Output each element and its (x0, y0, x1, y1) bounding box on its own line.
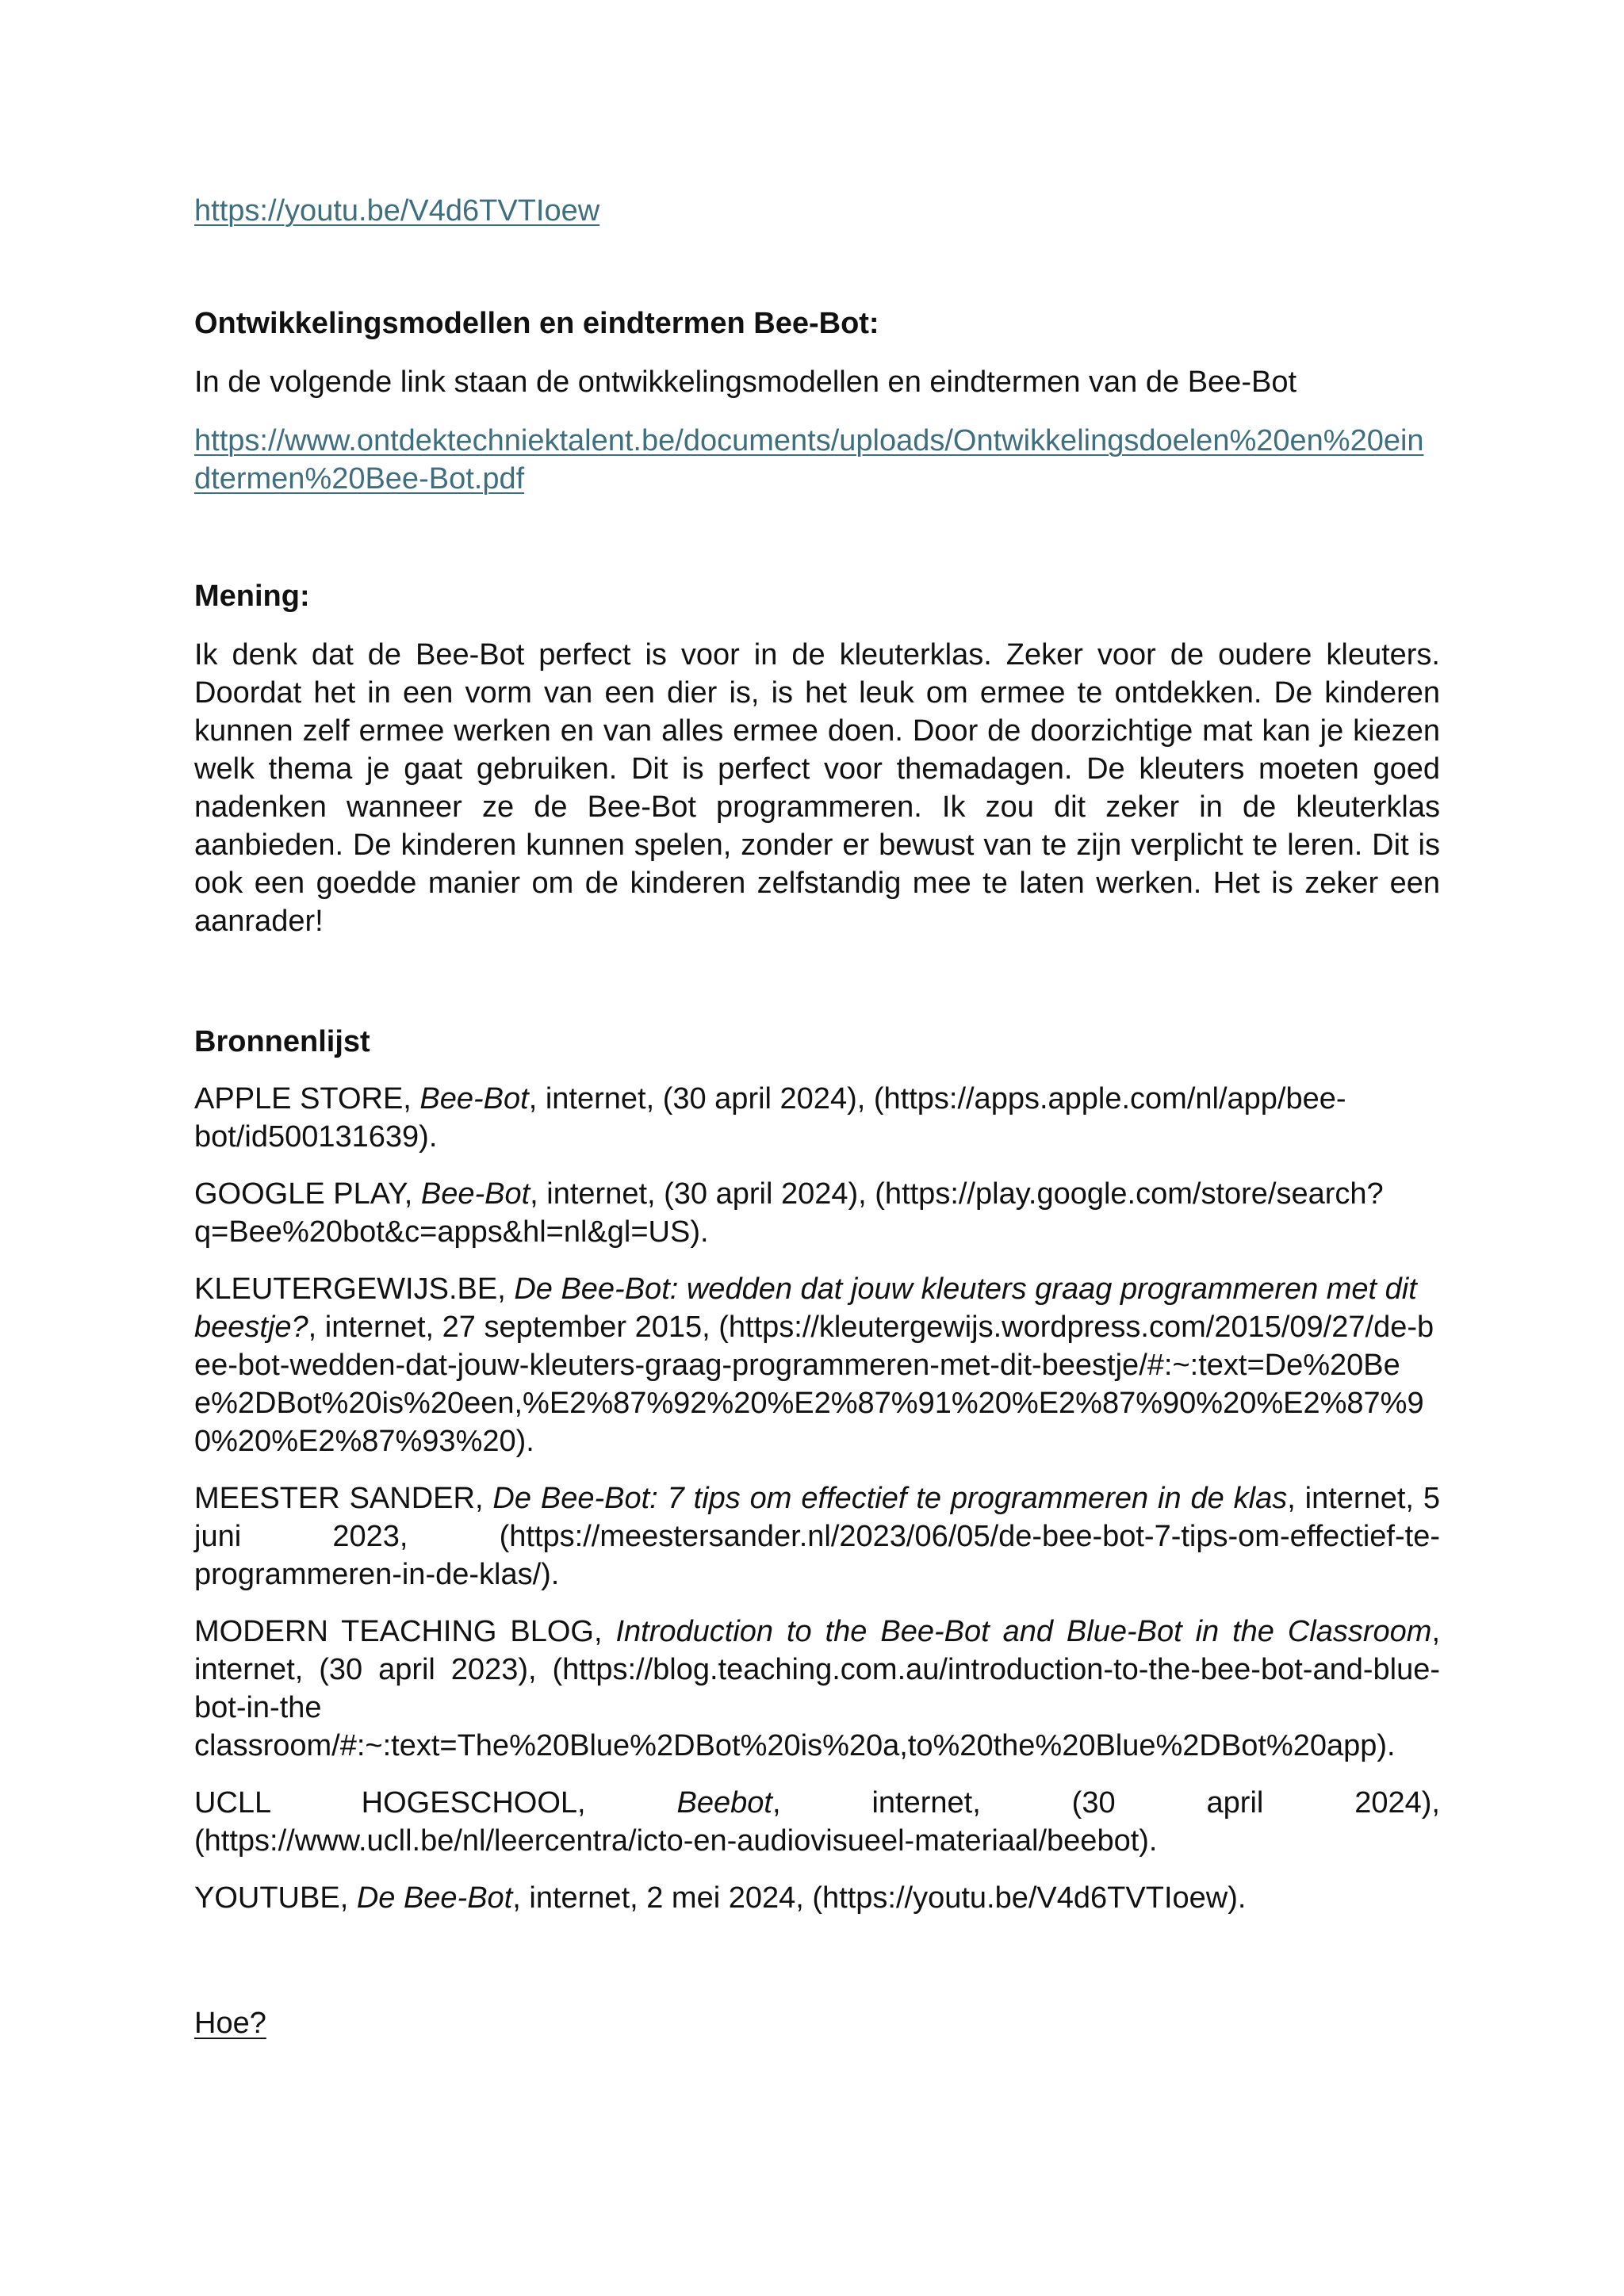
reference-author: GOOGLE PLAY, (194, 1177, 421, 1211)
reference-title: De Bee-Bot (356, 1881, 513, 1915)
reference-item (194, 1270, 1440, 1460)
ontwikkeling-pdf-link[interactable]: https://www.ontdektechniektalent.be/documents/uploads/Ontwikkelingsdoelen%20en%20eindtermen%20Bee-Bot.pdf (194, 424, 1424, 496)
ontwikkeling-heading: Ontwikkelingsmodellen en eindtermen Bee-Bot: (194, 307, 879, 340)
reference-details: , internet, (30 april 2023), (https://blog.teaching.com.au/introduction-to-the-bee-bot-and-blue-bot-in-the classroom/#:~:text=The%20Blue%2DBot%20is%20a,to%20the%20Blue%2DBot%20app). (194, 1615, 1441, 1762)
ontwikkeling-link-paragraph (194, 422, 1440, 498)
reference-details: , internet, (30 april 2024), (https://apps.apple.com/nl/app/bee-bot/id500131639). (194, 1082, 1346, 1154)
spacer (194, 230, 1440, 304)
reference-title: Beebot (676, 1786, 772, 1820)
reference-item (194, 1175, 1440, 1251)
reference-list (194, 1080, 1440, 1917)
reference-title: Introduction to the Bee-Bot and Blue-Bot in the Classroom (615, 1615, 1432, 1648)
reference-author: UCLL HOGESCHOOL, (194, 1786, 677, 1820)
reference-author: KLEUTERGEWIJS.BE, (194, 1272, 515, 1306)
reference-details: , internet, 2 mei 2024, (https://youtu.be/V4d6TVTIoew). (512, 1881, 1247, 1915)
mening-text: Ik denk dat de Bee-Bot perfect is voor in de kleuterklas. Zeker voor de oudere kleuters. Doordat het in een vorm van een dier is, is het leuk om ermee te ontdekken. De kinderen kunnen zelf ermee werken en van alles ermee doen. Door de doorzichtige mat kan je kiezen welk thema je gaat gebruiken. Dit is perfect voor themadagen. De kleuters moeten goed nadenken wanneer ze de Bee-Bot programmeren. Ik zou dit zeker in de kleuterklas aanbieden. De kinderen kunnen spelen, zonder er bewust van te zijn verplicht te leren. Dit is ook een goedde manier om de kinderen zelfstandig mee te laten werken. Het is zeker een aanrader! (194, 638, 1440, 938)
reference-item (194, 1879, 1440, 1917)
reference-details: , internet, (30 april 2024), (https://play.google.com/store/search?q=Bee%20bot&c=apps&hl=nl&gl=US). (194, 1177, 1384, 1249)
bronnenlijst-heading: Bronnenlijst (194, 1025, 370, 1058)
reference-title: Bee-Bot (419, 1082, 529, 1115)
reference-author: APPLE STORE, (194, 1082, 420, 1115)
hoe-heading: Hoe? (194, 2007, 266, 2040)
reference-author: MODERN TEACHING BLOG, (194, 1615, 616, 1648)
spacer (194, 940, 1440, 1023)
reference-item (194, 1784, 1440, 1860)
spacer (194, 1917, 1440, 2004)
reference-title: Bee-Bot (420, 1177, 530, 1211)
spacer (194, 498, 1440, 577)
reference-item (194, 1080, 1440, 1156)
reference-item (194, 1479, 1440, 1594)
reference-details: , internet, 27 september 2015, (https://kleutergewijs.wordpress.com/2015/09/27/de-bee-bot-wedden-dat-jouw-kleuters-graag-programmeren-met-dit-beestje/#:~:text=De%20Bee%2DBot%20is%20een,%E2%87%92%20%E2%87%91%20%E2%87%90%20%E2%87%90%20%E2%87%93%20). (194, 1311, 1434, 1458)
reference-author: MEESTER SANDER, (194, 1482, 493, 1515)
reference-details: , internet, 5 juni 2023, (https://meestersander.nl/2023/06/05/de-bee-bot-7-tips-om-effectief-te-programmeren-in-de-klas/). (194, 1482, 1440, 1591)
reference-item (194, 1613, 1440, 1765)
youtube-link[interactable]: https://youtu.be/V4d6TVTIoew (194, 194, 600, 228)
mening-heading: Mening: (194, 580, 310, 613)
ontwikkeling-intro: In de volgende link staan de ontwikkelingsmodellen en eindtermen van de Bee-Bot (194, 365, 1297, 399)
reference-title: De Bee-Bot: wedden dat jouw kleuters graag programmeren met dit beestje? (194, 1272, 1417, 1344)
reference-title: De Bee-Bot: 7 tips om effectief te programmeren in de klas (492, 1482, 1288, 1515)
reference-author: YOUTUBE, (194, 1881, 357, 1915)
reference-details: , internet, (30 april 2024), (https://www.ucll.be/nl/leercentra/icto-en-audiovisueel-materiaal/beebot). (194, 1786, 1440, 1858)
